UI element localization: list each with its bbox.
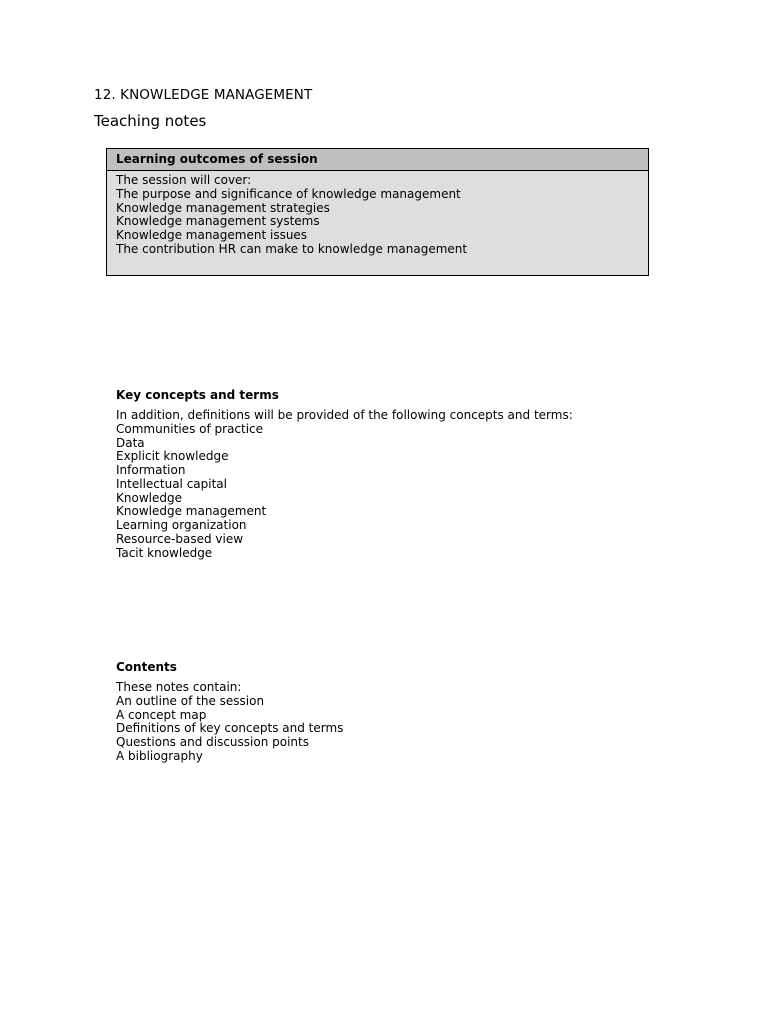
contents-list [116,681,343,764]
concept-term: Knowledge management [116,504,267,519]
page-subtitle: Teaching notes [94,112,207,130]
key-concepts-heading: Key concepts and terms [116,388,279,402]
learning-outcome-item: Knowledge management systems [116,214,320,229]
learning-outcomes-header: Learning outcomes of session [107,149,648,171]
learning-outcome-item: Knowledge management issues [116,228,308,243]
contents-section [116,660,343,764]
concept-term: Tacit knowledge [116,545,213,560]
concept-term: Intellectual capital [116,476,227,491]
key-concepts-intro: In addition, definitions will be provided of the following concepts and terms: [116,408,573,422]
concept-term: Knowledge [116,490,182,505]
contents-item: A bibliography [116,748,203,763]
learning-outcome-item: The contribution HR can make to knowledge management [116,241,468,256]
concept-term: Data [116,435,145,450]
contents-item: A concept map [116,707,207,722]
concept-term: Communities of practice [116,421,264,436]
contents-item: An outline of the session [116,693,265,708]
learning-outcomes-box [106,148,649,276]
learning-outcome-item: The purpose and significance of knowledge management [116,186,461,201]
concept-term: Information [116,463,186,477]
concept-term: Explicit knowledge [116,449,229,464]
contents-item: Definitions of key concepts and terms [116,721,344,736]
contents-heading: Contents [116,660,177,674]
learning-outcome-intro: The session will cover: [116,173,252,187]
contents-item: Questions and discussion points [116,735,309,749]
page-title: 12. KNOWLEDGE MANAGEMENT [94,87,313,103]
key-concepts-list [116,409,573,560]
learning-outcomes-body [107,171,648,257]
concept-term: Learning organization [116,518,247,532]
key-concepts-section [116,388,573,560]
learning-outcome-item: Knowledge management strategies [116,200,330,215]
contents-intro: These notes contain: [116,680,242,694]
concept-term: Resource-based view [116,531,244,546]
